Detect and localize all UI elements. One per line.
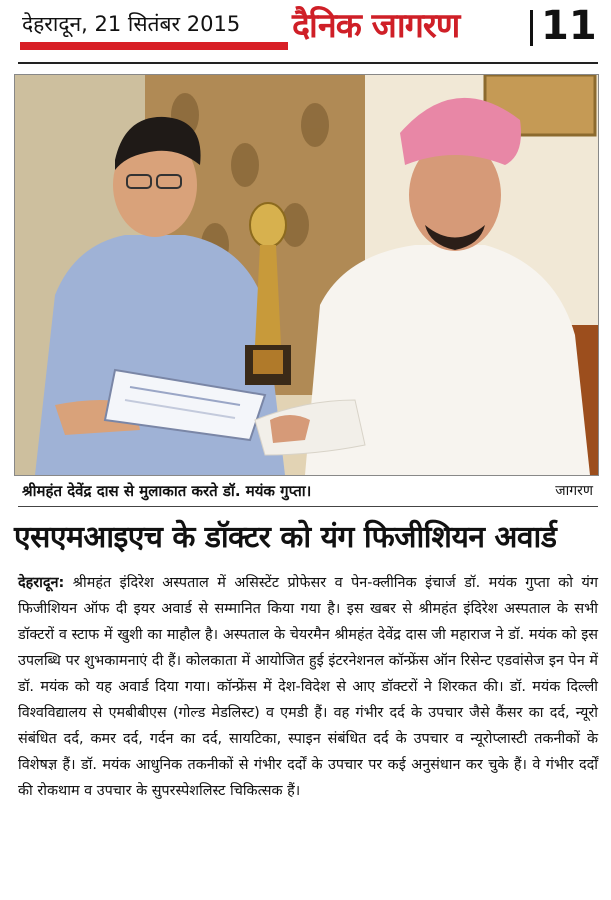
newspaper-name: दैनिक जागरण — [292, 6, 460, 46]
photo-award-presentation-icon — [15, 75, 598, 475]
page-separator — [530, 10, 533, 46]
photo-caption — [22, 478, 597, 504]
caption-rule — [18, 506, 598, 507]
top-rule — [18, 62, 598, 64]
caption-text: श्रीमहंत देवेंद्र दास से मुलाकात करते डॉ. मयंक गुप्ता। — [22, 482, 312, 500]
article-body-text: श्रीमहंत इंदिरेश अस्पताल में असिस्टेंट प्रोफेसर व पेन-क्लीनिक इंचार्ज डॉ. मयंक गुप्ता को यंग फिजीशियन ऑफ दी इयर अवार्ड से सम्मानित किया गया है। इस खबर से श्रीमहंत इंदिरेश अस्पताल के सभी डॉक्टरों व स्टाफ में खुशी का माहौल है। अस्पताल के चेयरमैन श्रीमहंत देवेंद्र दास जी महाराज ने डॉ. मयंक को इस उपलब्धि पर शुभकामनाएं दी हैं। कोलकाता में आयोजित हुई इंटरनेशनल कॉन्फ्रेंस ऑन रिसेन्ट एडवांसेज इन पेन में डॉ. मयंक को यह अवार्ड दिया गया। कॉन्फ्रेंस में देश-विदेश से आए डॉक्टरों ने शिरकत की। डॉ. मयंक दिल्ली विश्वविद्यालय से एमबीबीएस (गोल्ड मेडलिस्ट) व एमडी हैं। वह गंभीर दर्द के उपचार जैसे कैंसर का दर्द, न्यूरो संबंधित दर्द, कमर दर्द, गर्दन का दर्द, सायटिका, स्पाइन संबंधित दर्द के उपचार व न्यूरोप्लास्टी तकनीकों के विशेषज्ञ हैं। डॉ. मयंक आधुनिक तकनीकों से गंभीर दर्दों के उपचार पर कई अनुसंधान कर चुके हैं। वे गंभीर दर्दों की रोकथाम व उपचार के सुपरस्पेशलिस्ट चिकित्सक हैं। — [18, 575, 598, 799]
masthead — [0, 0, 611, 72]
article-dateline: देहरादून: — [18, 575, 65, 591]
photo-credit: जागरण — [555, 483, 593, 499]
page-number: 11 — [541, 3, 597, 49]
dateline: देहरादून, 21 सितंबर 2015 — [22, 12, 241, 36]
news-photo — [14, 74, 599, 476]
red-rule — [20, 42, 288, 50]
article-headline: एसएमआइएच के डॉक्टर को यंग फिजीशियन अवार्ड — [14, 520, 557, 555]
article-body — [18, 570, 598, 804]
